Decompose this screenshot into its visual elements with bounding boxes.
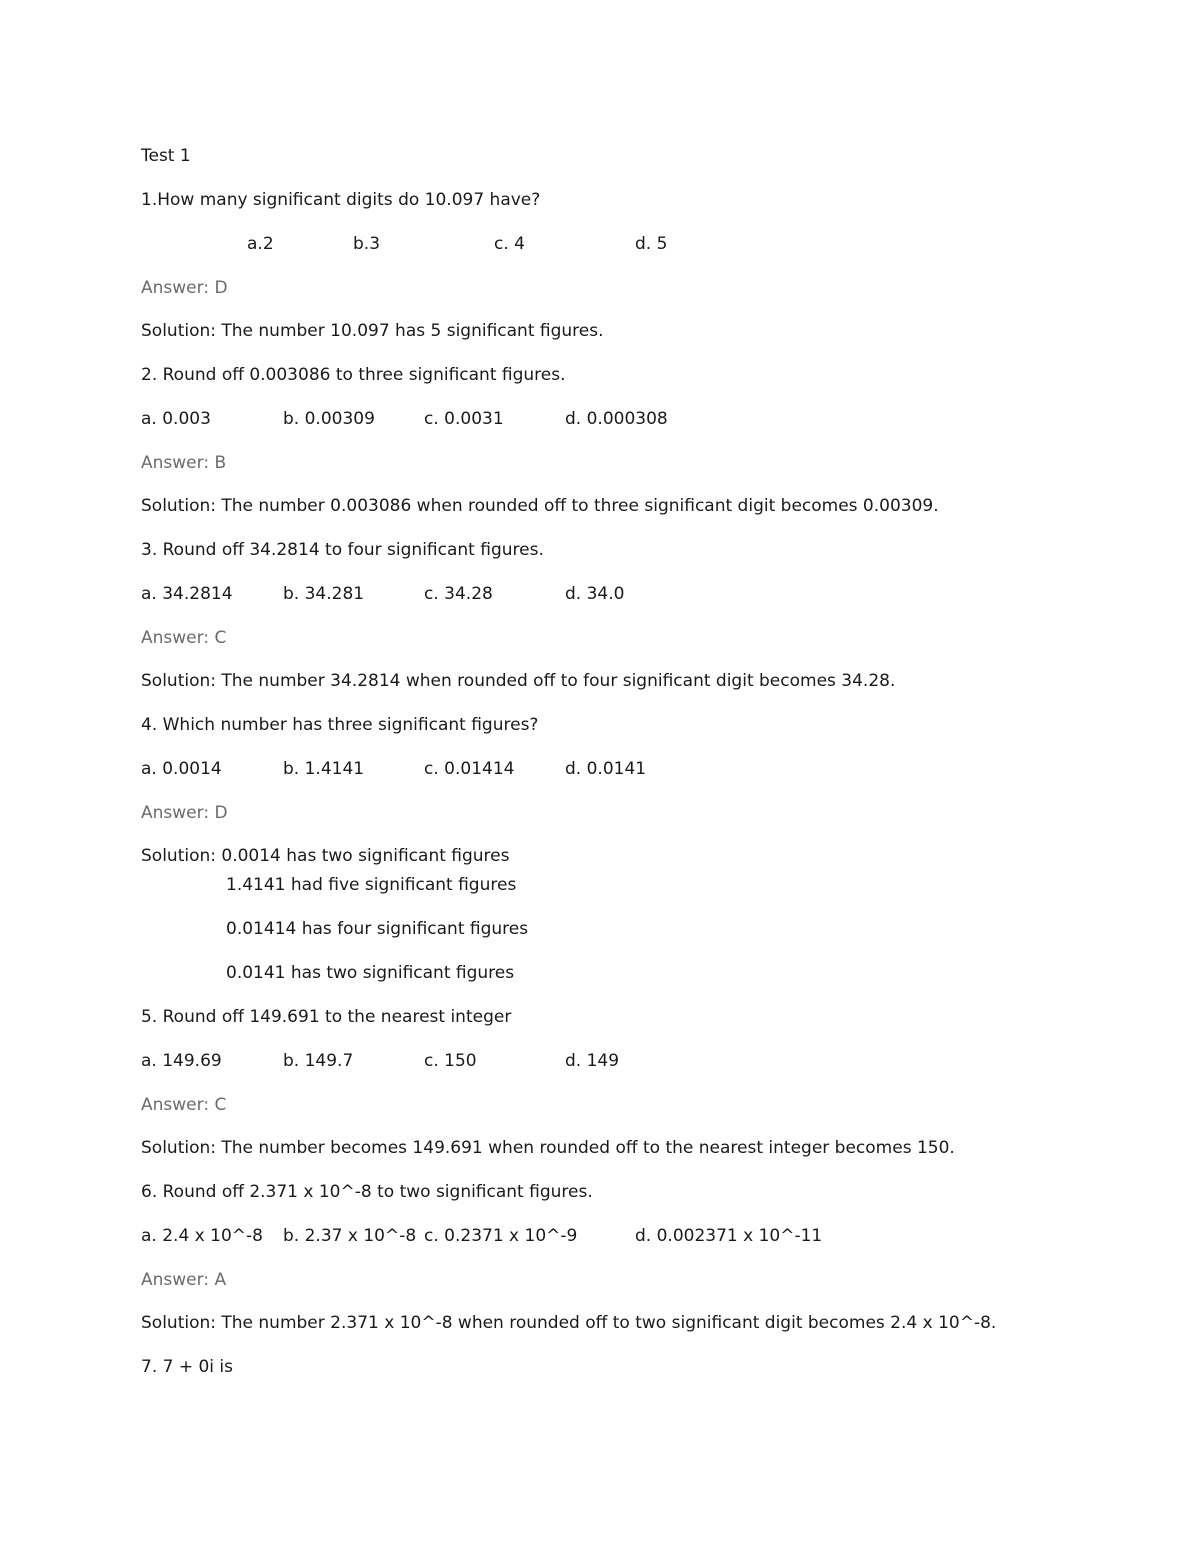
q4-option-d: d. 0.0141 bbox=[565, 759, 647, 779]
q2-option-b: b. 0.00309 bbox=[283, 409, 375, 429]
question-3: 3. Round off 34.2814 to four significant figures. bbox=[141, 540, 544, 560]
question-6: 6. Round off 2.371 x 10^-8 to two significant figures. bbox=[141, 1182, 593, 1202]
q3-solution: Solution: The number 34.2814 when rounded off to four significant digit becomes 34.28. bbox=[141, 671, 896, 691]
q2-solution: Solution: The number 0.003086 when rounded off to three significant digit becomes 0.00309. bbox=[141, 496, 939, 516]
q3-answer: Answer: C bbox=[141, 628, 227, 648]
q5-option-d: d. 149 bbox=[565, 1051, 620, 1071]
q3-option-c: c. 34.28 bbox=[424, 584, 493, 604]
q4-solution-line-2: 1.4141 had five significant figures bbox=[226, 875, 517, 895]
q5-solution: Solution: The number becomes 149.691 when rounded off to the nearest integer becomes 150. bbox=[141, 1138, 955, 1158]
q2-option-a: a. 0.003 bbox=[141, 409, 211, 429]
q5-option-b: b. 149.7 bbox=[283, 1051, 354, 1071]
q6-solution: Solution: The number 2.371 x 10^-8 when rounded off to two significant digit becomes 2.4 x 10^-8. bbox=[141, 1313, 997, 1333]
q4-solution: Solution: 0.0014 has two significant figures bbox=[141, 846, 510, 866]
q2-option-c: c. 0.0031 bbox=[424, 409, 504, 429]
q6-option-b: b. 2.37 x 10^-8 bbox=[283, 1226, 417, 1246]
q6-option-c: c. 0.2371 x 10^-9 bbox=[424, 1226, 578, 1246]
question-4: 4. Which number has three significant figures? bbox=[141, 715, 539, 735]
question-7: 7. 7 + 0i is bbox=[141, 1357, 234, 1377]
q4-solution-line-4: 0.0141 has two significant figures bbox=[226, 963, 515, 983]
q3-option-d: d. 34.0 bbox=[565, 584, 625, 604]
q6-option-a: a. 2.4 x 10^-8 bbox=[141, 1226, 263, 1246]
q1-solution: Solution: The number 10.097 has 5 significant figures. bbox=[141, 321, 604, 341]
q4-option-a: a. 0.0014 bbox=[141, 759, 222, 779]
q6-answer: Answer: A bbox=[141, 1270, 227, 1290]
q4-option-c: c. 0.01414 bbox=[424, 759, 515, 779]
q4-option-b: b. 1.4141 bbox=[283, 759, 365, 779]
q5-option-c: c. 150 bbox=[424, 1051, 477, 1071]
q1-answer: Answer: D bbox=[141, 278, 228, 298]
q5-option-a: a. 149.69 bbox=[141, 1051, 222, 1071]
question-5: 5. Round off 149.691 to the nearest integer bbox=[141, 1007, 512, 1027]
q3-option-b: b. 34.281 bbox=[283, 584, 365, 604]
q2-answer: Answer: B bbox=[141, 453, 227, 473]
q3-option-a: a. 34.2814 bbox=[141, 584, 233, 604]
question-1: 1.How many significant digits do 10.097 have? bbox=[141, 190, 541, 210]
page-title: Test 1 bbox=[141, 146, 191, 166]
q5-answer: Answer: C bbox=[141, 1095, 227, 1115]
q1-option-c: c. 4 bbox=[494, 234, 525, 254]
question-2: 2. Round off 0.003086 to three significant figures. bbox=[141, 365, 566, 385]
q1-option-d: d. 5 bbox=[635, 234, 668, 254]
q4-solution-line-3: 0.01414 has four significant figures bbox=[226, 919, 529, 939]
q2-option-d: d. 0.000308 bbox=[565, 409, 668, 429]
q6-option-d: d. 0.002371 x 10^-11 bbox=[635, 1226, 823, 1246]
q4-answer: Answer: D bbox=[141, 803, 228, 823]
q1-option-b: b.3 bbox=[353, 234, 381, 254]
q1-option-a: a.2 bbox=[247, 234, 274, 254]
